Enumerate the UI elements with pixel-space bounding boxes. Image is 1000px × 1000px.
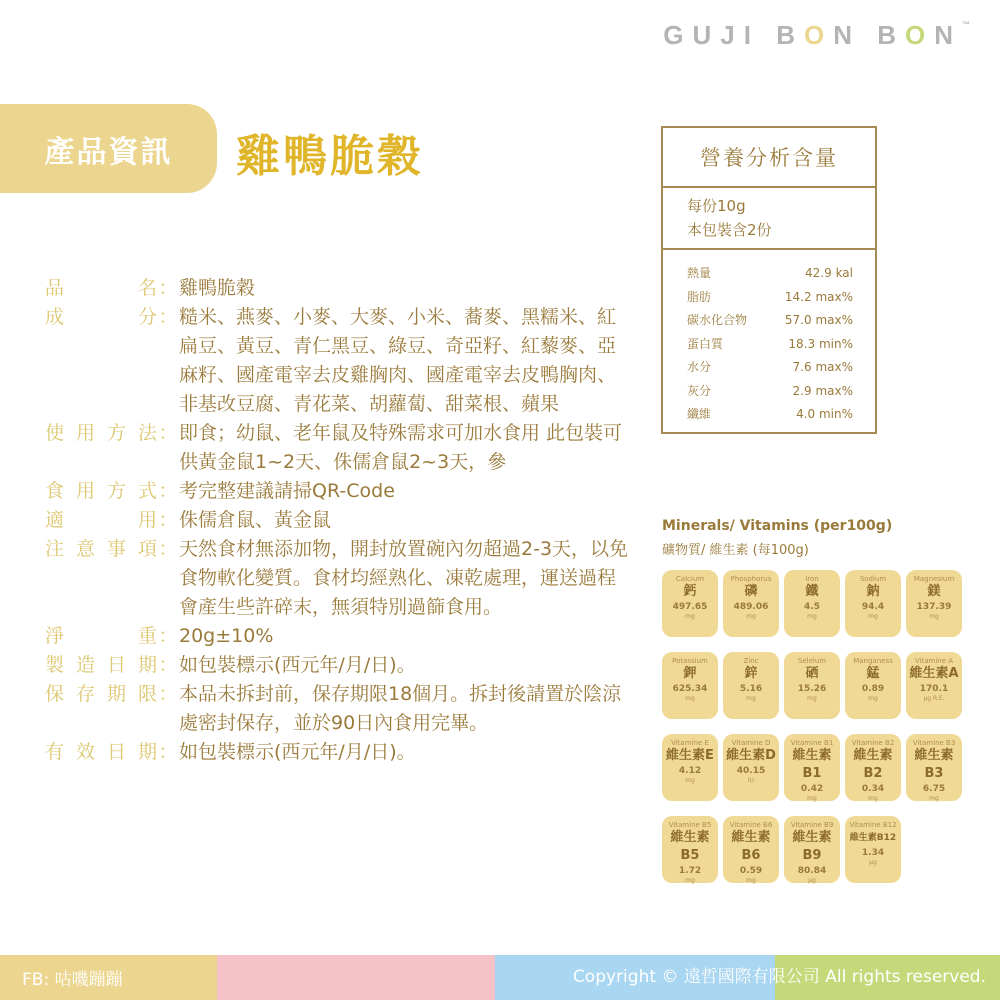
brand-logo: GUJI BON BON™ (663, 20, 970, 50)
servings-per-pack: 本包裝含2份 (687, 221, 772, 239)
mineral-zh-name: 維生素B12 (849, 833, 897, 843)
mineral-card (723, 816, 779, 883)
mineral-value: 497.65 (672, 602, 708, 612)
info-value: 考完整建議請掃QR-Code (179, 480, 395, 502)
info-row (45, 419, 635, 477)
info-label: 有效日期 (45, 741, 157, 763)
info-label: 食用方式 (45, 480, 157, 502)
nutrient-name: 碳水化合物 (687, 313, 748, 327)
mineral-card (662, 570, 718, 637)
mineral-en-name: Potassium (672, 657, 708, 665)
mineral-en-name: Zinc (743, 657, 759, 665)
mineral-card (906, 570, 962, 637)
mineral-en-name: Vitamine B12 (849, 821, 897, 829)
mineral-unit: mg (746, 613, 756, 620)
mineral-en-name: Manganess (853, 657, 893, 665)
nutrient-name: 水分 (687, 360, 712, 374)
mineral-card (845, 816, 901, 883)
nutrient-name: 灰分 (687, 383, 712, 398)
mineral-card (662, 734, 718, 801)
nutrition-row (687, 262, 853, 286)
mineral-en-name: Sodium (859, 575, 887, 583)
mineral-value: 80.84 (797, 866, 827, 876)
mineral-value: 4.12 (678, 766, 702, 776)
mineral-zh-name: 鉀 (683, 666, 697, 681)
info-value: 如包裝標示(西元年/月/日)。 (179, 741, 416, 763)
colon: ： (158, 654, 178, 676)
nutrition-row (687, 286, 853, 310)
colon: ： (158, 306, 178, 328)
mineral-zh-name: 維生素D (726, 748, 776, 763)
info-row (45, 303, 635, 419)
mineral-zh-name: 磷 (744, 584, 758, 599)
nutrient-value: 18.3 min% (788, 336, 853, 351)
info-value: 本品未拆封前，保存期限18個月。拆封後請置於陰涼處密封保存，並於90日內食用完畢。 (179, 683, 622, 734)
minerals-grid (662, 570, 962, 883)
mineral-card (784, 816, 840, 883)
nutrition-rows (663, 250, 875, 427)
mineral-unit: mg (868, 613, 878, 620)
mineral-card (784, 734, 840, 801)
mineral-card (906, 734, 962, 801)
mineral-zh-name: 鈣 (683, 584, 697, 599)
mineral-card (723, 652, 779, 719)
nutrition-row (687, 309, 853, 333)
mineral-zh-name: 鋅 (744, 666, 758, 681)
mineral-value: 5.16 (739, 684, 763, 694)
nutrition-title: 營養分析含量 (663, 128, 875, 188)
mineral-zh-name: 維生素B5 (670, 830, 710, 863)
mineral-card (723, 734, 779, 801)
mineral-unit: mg (685, 777, 695, 784)
info-value: 侏儒倉鼠、黃金鼠 (179, 509, 332, 531)
footer-pink-band (217, 955, 495, 1000)
minerals-subheading: 礦物質/ 維生素 (每100g) (662, 543, 809, 558)
colon: ： (158, 480, 178, 502)
mineral-zh-name: 維生素A (909, 666, 959, 681)
nutrition-table (661, 126, 877, 434)
info-row (45, 651, 635, 680)
info-label: 淨重 (45, 625, 157, 647)
nutrition-row (687, 333, 853, 357)
info-label: 成分 (45, 306, 157, 328)
mineral-unit: IU (747, 777, 755, 784)
mineral-unit: mg (685, 877, 695, 884)
colon: ： (158, 538, 178, 560)
mineral-value: 0.89 (861, 684, 885, 694)
mineral-value: 4.5 (804, 602, 820, 612)
mineral-en-name: Vitamine A (914, 657, 954, 665)
mineral-zh-name: 維生素B9 (792, 830, 832, 863)
nutrient-name: 脂肪 (687, 289, 712, 304)
mineral-value: 0.42 (800, 784, 824, 794)
mineral-en-name: Vitamine B9 (790, 821, 834, 829)
nutrient-value: 57.0 max% (784, 313, 853, 327)
footer-copyright: Copyright © 遠哲國際有限公司 All rights reserved. (572, 967, 986, 987)
serving-info (663, 188, 875, 250)
mineral-unit: mg (929, 795, 939, 802)
mineral-zh-name: 維生素B2 (853, 748, 893, 781)
nutrient-value: 14.2 max% (784, 289, 853, 304)
mineral-en-name: Magnesium (913, 575, 955, 583)
info-row (45, 738, 635, 767)
mineral-value: 0.59 (739, 866, 763, 876)
info-row (45, 535, 635, 622)
nutrient-value: 4.0 min% (796, 407, 853, 421)
mineral-value: 15.26 (797, 684, 827, 694)
mineral-zh-name: 鈉 (866, 584, 880, 599)
colon: ： (158, 277, 178, 299)
mineral-zh-name: 錳 (866, 666, 880, 681)
info-label: 注意事項 (45, 538, 157, 560)
mineral-unit: mg (807, 795, 817, 802)
mineral-value: 40.15 (736, 766, 766, 776)
mineral-unit: mg (685, 613, 695, 620)
mineral-en-name: Vitamine B3 (912, 739, 956, 747)
nutrition-row (687, 356, 853, 380)
mineral-en-name: Vitamine E (671, 739, 709, 747)
mineral-zh-name: 維生素B1 (792, 748, 832, 781)
nutrient-value: 2.9 max% (792, 383, 853, 398)
mineral-unit: μg (808, 877, 816, 884)
info-label: 保存期限 (45, 683, 157, 705)
nutrition-row (687, 380, 853, 404)
nutrient-name: 熱量 (687, 266, 712, 280)
mineral-value: 1.72 (678, 866, 702, 876)
mineral-card (906, 652, 962, 719)
product-info-list (45, 274, 635, 767)
mineral-zh-name: 鎂 (927, 584, 941, 599)
mineral-en-name: Iron (805, 575, 819, 583)
mineral-zh-name: 維生素E (666, 748, 714, 763)
mineral-unit: mg (746, 695, 756, 702)
info-label: 品名 (45, 277, 157, 299)
mineral-unit: mg (685, 695, 695, 702)
mineral-unit: mg (807, 613, 817, 620)
mineral-en-name: Vitamine B6 (729, 821, 773, 829)
mineral-en-name: Vitamine B1 (790, 739, 834, 747)
mineral-value: 6.75 (922, 784, 946, 794)
mineral-value: 0.34 (861, 784, 885, 794)
mineral-unit: mg (929, 613, 939, 620)
mineral-card (662, 816, 718, 883)
info-label: 製造日期 (45, 654, 157, 676)
nutrient-name: 纖維 (687, 407, 712, 421)
info-value: 20g±10% (179, 625, 274, 647)
colon: ： (158, 625, 178, 647)
mineral-value: 489.06 (733, 602, 769, 612)
mineral-value: 137.39 (916, 602, 952, 612)
colon: ： (158, 741, 178, 763)
info-value: 天然食材無添加物，開封放置碗內勿超過2-3天，以免食物軟化變質。食材均經熟化、凍乾處理，運送過程會產生些許碎末，無須特別過篩食用。 (179, 538, 629, 618)
mineral-en-name: Vitamine D (731, 739, 771, 747)
info-value: 糙米、燕麥、小麥、大麥、小米、蕎麥、黑糯米、紅扁豆、黃豆、青仁黑豆、綠豆、奇亞籽、紅藜麥、亞麻籽、國產電宰去皮雞胸肉、國產電宰去皮鴨胸肉、非基改豆腐、青花菜、胡蘿蔔、甜菜根、蘋果 (179, 306, 617, 415)
mineral-value: 1.34 (861, 848, 885, 858)
mineral-card (662, 652, 718, 719)
info-label: 使用方法 (45, 422, 157, 444)
mineral-value: 170.1 (919, 684, 949, 694)
nutrient-value: 42.9 kal (805, 266, 853, 280)
mineral-en-name: Vitamine B5 (668, 821, 712, 829)
mineral-card (784, 570, 840, 637)
mineral-card (784, 652, 840, 719)
info-row (45, 680, 635, 738)
mineral-zh-name: 維生素B6 (731, 830, 771, 863)
info-value: 如包裝標示(西元年/月/日)。 (179, 654, 416, 676)
mineral-card (845, 734, 901, 801)
mineral-unit: μg R.E. (923, 695, 945, 702)
serving-size: 每份10g (687, 197, 746, 215)
footer-fb: FB: 咕嘰蹦蹦 (0, 955, 217, 1000)
mineral-card (845, 570, 901, 637)
info-row (45, 506, 635, 535)
info-row (45, 477, 635, 506)
mineral-en-name: Calcium (675, 575, 705, 583)
colon: ： (158, 509, 178, 531)
mineral-zh-name: 維生素B3 (914, 748, 954, 781)
mineral-unit: mg (868, 795, 878, 802)
info-label: 適用 (45, 509, 157, 531)
mineral-card (723, 570, 779, 637)
product-info-tab: 產品資訊 (0, 104, 217, 193)
mineral-unit: mg (868, 695, 878, 702)
mineral-value: 625.34 (672, 684, 708, 694)
minerals-heading: Minerals/ Vitamins (per100g) (662, 518, 893, 534)
info-row (45, 622, 635, 651)
mineral-card (845, 652, 901, 719)
nutrient-value: 7.6 max% (792, 360, 853, 374)
nutrient-name: 蛋白質 (687, 336, 724, 351)
mineral-unit: mg (746, 877, 756, 884)
colon: ： (158, 422, 178, 444)
mineral-unit: mg (807, 695, 817, 702)
info-value: 雞鴨脆穀 (179, 277, 256, 299)
mineral-en-name: Vitamine B2 (851, 739, 895, 747)
mineral-unit: μg (869, 859, 877, 866)
mineral-value: 94.4 (861, 602, 885, 612)
mineral-zh-name: 鐵 (805, 584, 819, 599)
mineral-en-name: Selelum (797, 657, 827, 665)
product-title: 雞鴨脆穀 (236, 131, 424, 182)
colon: ： (158, 683, 178, 705)
info-value: 即食；幼鼠、老年鼠及特殊需求可加水食用 此包裝可供黃金鼠1~2天、侏儒倉鼠2~3天，參 (179, 422, 623, 473)
info-row (45, 274, 635, 303)
mineral-zh-name: 硒 (805, 666, 819, 681)
mineral-en-name: Phosphorus (730, 575, 772, 583)
nutrition-row (687, 403, 853, 427)
